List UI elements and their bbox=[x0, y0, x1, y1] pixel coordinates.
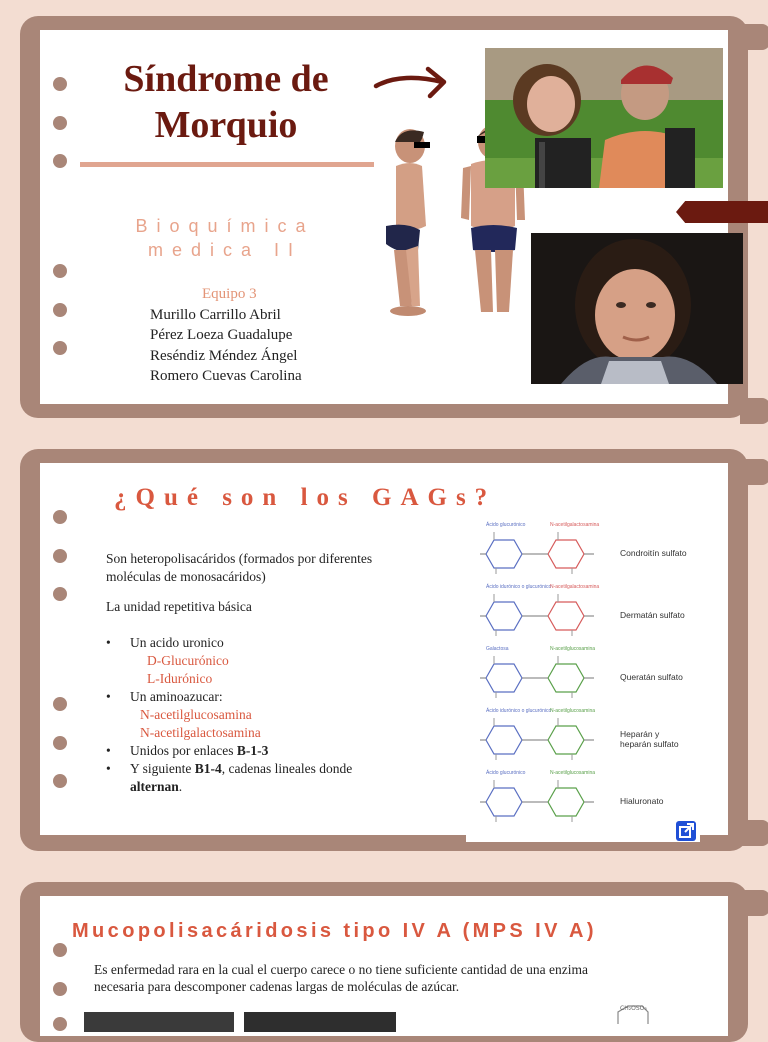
bullet-text: Y siguiente bbox=[130, 761, 195, 776]
binder-hole bbox=[53, 154, 67, 168]
section-title: ¿Qué son los GAGs? bbox=[114, 484, 497, 511]
monomer-label: N-acetilglucosamina bbox=[550, 646, 596, 652]
binder-hole bbox=[53, 1017, 67, 1031]
sub-item: N-acetilgalactosamina bbox=[140, 725, 261, 740]
binder-hole bbox=[53, 264, 67, 278]
bullet-bold: alternan bbox=[130, 779, 179, 794]
molecule-fragment bbox=[612, 1000, 652, 1024]
bullet-bold: B1-4 bbox=[194, 761, 222, 776]
title-line-1: Síndrome de bbox=[123, 58, 329, 100]
gags-text bbox=[106, 550, 426, 796]
binder-hole bbox=[53, 736, 67, 750]
monomer-label: N-acetilglucosamina bbox=[550, 708, 596, 714]
intro-paragraph: Son heteropolisacáridos (formados por diferentes moléculas de monosacáridos) bbox=[106, 551, 373, 584]
sugar-ring bbox=[548, 540, 584, 568]
slide-1-tab-bottom bbox=[740, 398, 768, 424]
bullet-text: Unidos por enlaces bbox=[130, 743, 237, 758]
monomer-label: Ácido glucurónico bbox=[486, 770, 526, 776]
gags-diagram bbox=[466, 512, 700, 842]
monomer-label: N-acetilglucosamina bbox=[550, 770, 596, 776]
patient-photo bbox=[244, 1012, 396, 1032]
woman-photo bbox=[531, 233, 743, 384]
monomer-label: N-acetilgalactosamina bbox=[550, 522, 600, 528]
arrow-right-icon bbox=[372, 64, 448, 100]
sugar-ring bbox=[486, 664, 522, 692]
bullet-item bbox=[106, 760, 426, 778]
title-divider bbox=[80, 162, 374, 167]
sub-item: N-acetilglucosamina bbox=[140, 707, 252, 722]
binder-hole bbox=[53, 982, 67, 996]
description-paragraph: Es enfermedad rara en la cual el cuerpo carece o no tiene suficiente cantidad de una enzima necesaria para descomponer cadenas largas de moléculas de azúcar. bbox=[94, 962, 588, 994]
decorative-tab-arrow bbox=[676, 201, 768, 223]
binder-hole bbox=[53, 303, 67, 317]
slide-2-tab-top bbox=[740, 459, 768, 485]
binder-hole bbox=[53, 943, 67, 957]
sugar-ring bbox=[548, 726, 584, 754]
gag-name: heparán sulfato bbox=[620, 739, 679, 749]
patient-photo bbox=[84, 1012, 234, 1032]
team-member: Murillo Carrillo Abril bbox=[150, 306, 281, 323]
sub-item: L-Idurónico bbox=[147, 671, 213, 686]
bullet-bold: B-1-3 bbox=[236, 743, 269, 758]
monomer-label: Ácido idurónico o glucurónico bbox=[486, 584, 552, 590]
bullet-item: • Un aminoazucar: bbox=[106, 688, 426, 706]
bullet-text: , cadenas lineales donde bbox=[221, 761, 353, 776]
sub-item: D-Glucurónico bbox=[147, 653, 229, 668]
team-list bbox=[150, 284, 302, 387]
gag-name: Queratán sulfato bbox=[620, 672, 683, 682]
team-member: Pérez Loeza Guadalupe bbox=[150, 327, 293, 343]
gags-structures bbox=[466, 512, 700, 842]
gag-name: Condroitín sulfato bbox=[620, 548, 687, 558]
binder-hole bbox=[53, 697, 67, 711]
section-title: Mucopolisacáridosis tipo IV A (MPS IV A) bbox=[72, 920, 597, 942]
gag-name: Dermatán sulfato bbox=[620, 610, 685, 620]
team-member: Reséndiz Méndez Ángel bbox=[150, 347, 298, 364]
binder-hole bbox=[53, 341, 67, 355]
monomer-label: Ácido idurónico o glucurónico bbox=[486, 708, 552, 714]
title-line-2: Morquio bbox=[154, 104, 298, 146]
adults-photo bbox=[485, 48, 723, 188]
sugar-ring bbox=[486, 602, 522, 630]
binder-hole bbox=[53, 587, 67, 601]
slide-3-tab-top bbox=[740, 890, 768, 916]
subtitle-line-2: medica II bbox=[147, 240, 303, 260]
slide-1-tab-top bbox=[740, 24, 768, 50]
svg-text:CH₂OSO₃: CH₂OSO₃ bbox=[620, 1005, 647, 1012]
binder-hole bbox=[53, 549, 67, 563]
gag-name: Hialuronato bbox=[620, 796, 664, 806]
subtitle-line-1: Bioquímica bbox=[135, 216, 315, 236]
sugar-ring bbox=[486, 788, 522, 816]
slide-2-tab-bottom bbox=[740, 820, 768, 846]
binder-hole bbox=[53, 116, 67, 130]
unit-label: La unidad repetitiva básica bbox=[106, 599, 252, 614]
sugar-ring bbox=[486, 540, 522, 568]
gag-name: Heparán y bbox=[620, 729, 660, 739]
bullet-continuation bbox=[106, 778, 426, 796]
child-photo-side bbox=[378, 126, 442, 322]
page-title bbox=[92, 56, 360, 148]
bullet-text: . bbox=[178, 779, 183, 794]
sugar-ring bbox=[548, 788, 584, 816]
bullet-item bbox=[106, 742, 426, 760]
binder-hole bbox=[53, 774, 67, 788]
external-link-glyph bbox=[675, 820, 697, 842]
monomer-label: N-acetilgalactosamina bbox=[550, 584, 600, 590]
binder-hole bbox=[53, 77, 67, 91]
team-label: Equipo 3 bbox=[202, 286, 257, 302]
sugar-ring bbox=[548, 664, 584, 692]
team-member: Romero Cuevas Carolina bbox=[150, 368, 302, 384]
sugar-ring bbox=[486, 726, 522, 754]
monomer-label: Ácido glucurónico bbox=[486, 522, 526, 528]
monomer-label: Galactosa bbox=[486, 646, 509, 652]
sugar-ring bbox=[548, 602, 584, 630]
bullet-item: • Un acido uronico bbox=[106, 634, 426, 652]
binder-hole bbox=[53, 510, 67, 524]
external-link-icon[interactable] bbox=[675, 820, 697, 842]
